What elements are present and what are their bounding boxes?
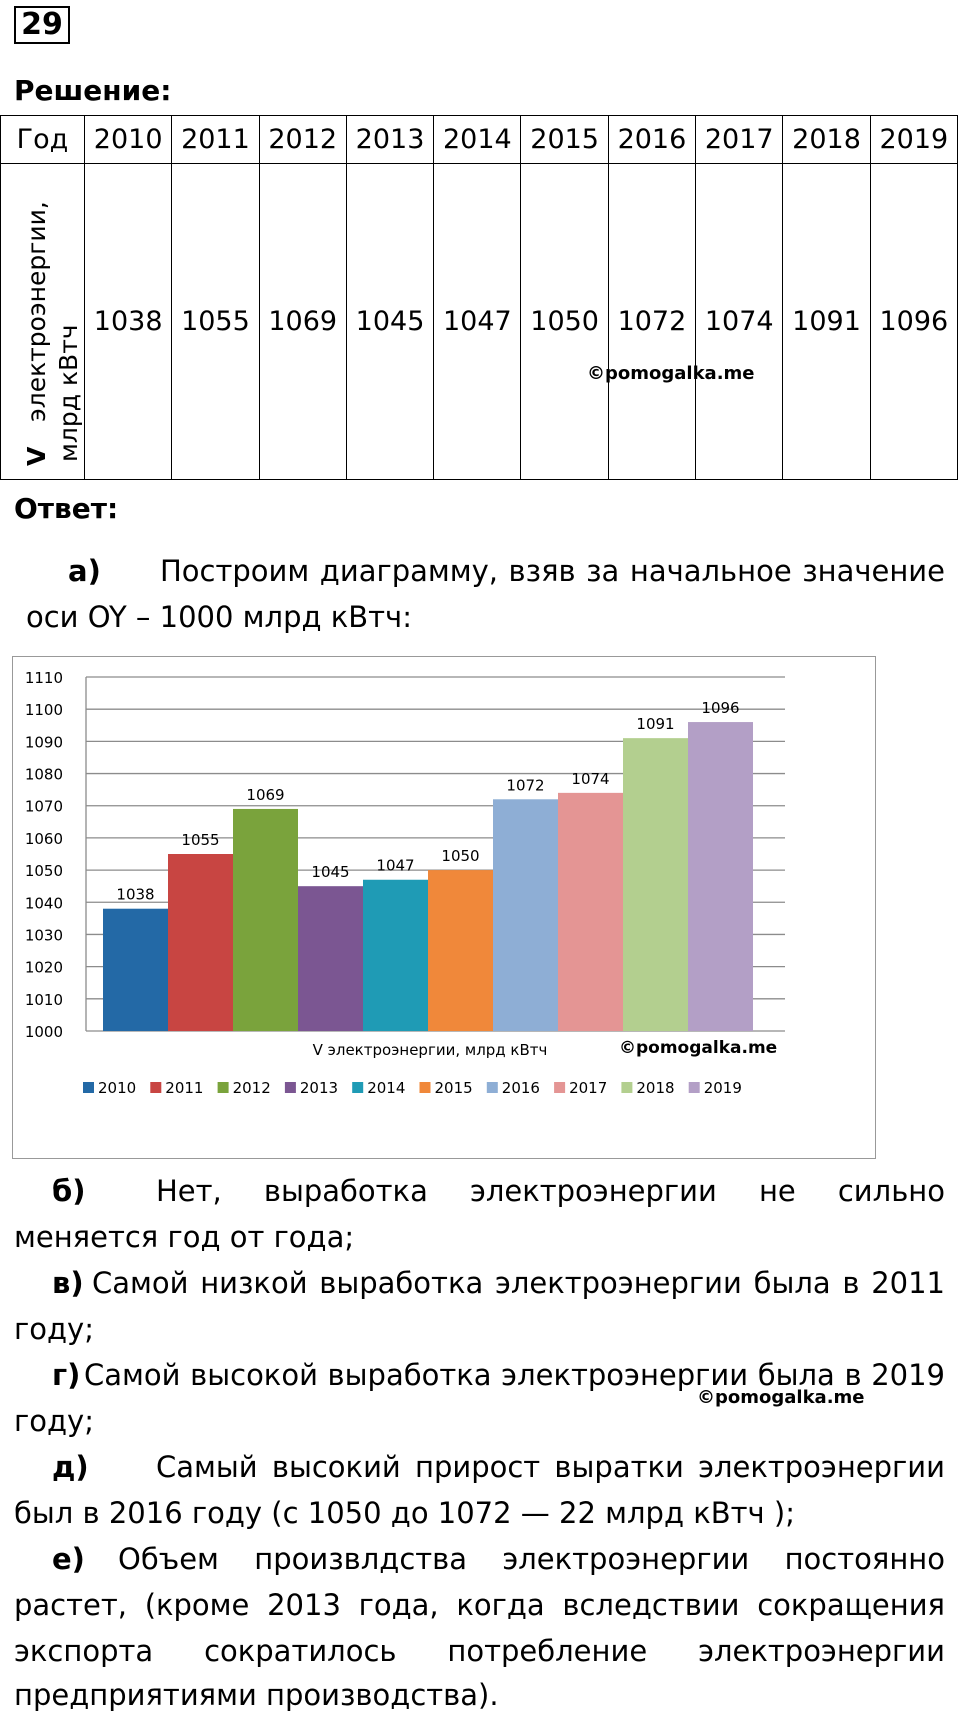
row-label-bold: V [22,446,51,466]
part-e-line1: Объем произвлдства электроэнергии постоянно [118,1542,945,1576]
part-e-line4: предприятиями производства). [14,1678,499,1712]
data-table [0,115,958,480]
y-tick-label: 1100 [24,701,63,720]
watermark: ©pomogalka.me [587,363,755,384]
table-cell-year: 2014 [434,116,521,164]
table-cell-year: 2018 [783,116,870,164]
y-tick-label: 1040 [24,894,63,913]
table-cell-year: 2010 [85,116,172,164]
data-label: 1072 [506,776,545,795]
part-a-marker: а) [68,554,101,588]
bar-2018 [623,738,688,1031]
table-cell-value: 1038 [85,164,172,480]
bar-2015 [428,870,493,1031]
table-cell-value: 1096 [870,164,957,480]
data-label: 1055 [181,831,220,849]
row-label-line2: млрд кВтч [54,324,83,462]
part-b-marker: б) [52,1174,86,1208]
table-cell-value: 1091 [783,164,870,480]
part-d-marker: д) [52,1450,89,1484]
chart-frame [12,656,876,1159]
legend-label: 2013 [299,1079,339,1097]
table-cell-year: 2012 [259,116,346,164]
table-cell-year: 2013 [346,116,433,164]
part-d-line2: был в 2016 году (с 1050 до 1072 — 22 млрд кВтч ); [14,1496,795,1530]
table-cell-year: 2016 [608,116,695,164]
part-e-line2: растет, (кроме 2013 года, когда вследствии сокращения [14,1588,945,1622]
y-tick-label: 1010 [24,990,63,1009]
table-cell-year: 2017 [696,116,783,164]
legend-swatch [487,1082,498,1093]
part-v-marker: в) [52,1266,84,1300]
table-header-label: Год [1,116,85,164]
table-cell-value: 1074 [696,164,783,480]
legend-swatch [689,1082,700,1093]
legend-label: 2014 [367,1079,406,1097]
legend-label: 2016 [501,1079,540,1097]
y-tick-label: 1030 [24,926,63,945]
part-b-line2: меняется год от года; [14,1220,355,1254]
legend-swatch [420,1082,431,1093]
bar-chart [13,657,875,1158]
data-label: 1045 [311,863,350,882]
legend-label: 2010 [98,1079,137,1097]
bar-2017 [558,793,623,1031]
table-row-label [1,164,85,480]
y-tick-label: 1060 [24,829,63,848]
part-b-line1: Нет, выработка электроэнергии не сильно [156,1174,945,1208]
legend-label: 2012 [232,1079,271,1097]
solution-heading: Решение: [14,74,172,107]
watermark-2: ©pomogalka.me [697,1387,865,1408]
legend-swatch [352,1082,363,1093]
part-a-line2: оси OY – 1000 млрд кВтч: [26,600,412,634]
bar-2016 [493,799,558,1031]
y-tick-label: 1050 [24,862,63,881]
data-label: 1050 [441,847,480,866]
table-row-years [1,116,958,164]
chart-watermark: ©pomogalka.me [619,1038,778,1058]
legend-label: 2019 [703,1079,742,1097]
data-label: 1047 [376,856,415,875]
legend-swatch [83,1082,94,1093]
bar-2019 [688,722,753,1031]
legend-swatch [554,1082,565,1093]
y-tick-label: 1080 [24,765,63,784]
legend-swatch [218,1082,229,1093]
table-cell-value: 1072 [608,164,695,480]
data-label: 1038 [116,885,155,904]
part-e-marker: е) [52,1542,85,1576]
bar-2010 [103,909,168,1031]
table-row-values [1,164,958,480]
legend-swatch [150,1082,161,1093]
legend-label: 2017 [569,1079,608,1097]
y-tick-label: 1000 [24,1023,63,1041]
x-axis-label: V электроэнергии, млрд кВтч [312,1041,548,1059]
data-label: 1069 [246,785,285,804]
part-g-marker: г) [52,1358,81,1392]
table-cell-value: 1047 [434,164,521,480]
data-label: 1096 [701,699,740,718]
part-v-line1: Самой низкой выработка электроэнергии была в 2011 [92,1266,945,1300]
part-d-line1: Самый высокий прирост выратки электроэнергии [156,1450,945,1484]
legend-label: 2011 [165,1079,204,1097]
bar-2014 [363,880,428,1031]
table-cell-year: 2019 [870,116,957,164]
part-g-line1: Самой высокой выработка электроэнергии была в 2019 [84,1358,945,1392]
y-tick-label: 1090 [24,733,63,752]
y-tick-label: 1070 [24,797,63,816]
task-number: 29 [14,6,70,44]
bar-2011 [168,854,233,1031]
part-e-line3: экспорта сократилось потребление электроэнергии [14,1634,945,1668]
legend-swatch [285,1082,296,1093]
table-cell-year: 2011 [172,116,259,164]
data-label: 1091 [636,715,675,734]
legend-label: 2018 [636,1079,675,1097]
bar-2012 [233,809,298,1031]
table-cell-value: 1055 [172,164,259,480]
part-v-line2: году; [14,1312,94,1346]
row-label-rotated [1,164,85,472]
y-tick-label: 1110 [24,669,63,687]
row-label-line1: электроэнергии, [22,201,51,422]
table-cell-value: 1045 [346,164,433,480]
bar-2013 [298,886,363,1031]
table-cell-year: 2015 [521,116,608,164]
table-cell-value: 1069 [259,164,346,480]
legend-label: 2015 [434,1079,473,1097]
legend-swatch [621,1082,632,1093]
part-a-line1: Построим диаграмму, взяв за начальное значение [160,554,945,588]
answer-heading: Ответ: [14,492,119,525]
table-cell-value: 1050 [521,164,608,480]
data-label: 1074 [571,769,610,788]
part-g-line2: году; [14,1404,94,1438]
y-tick-label: 1020 [24,958,63,977]
